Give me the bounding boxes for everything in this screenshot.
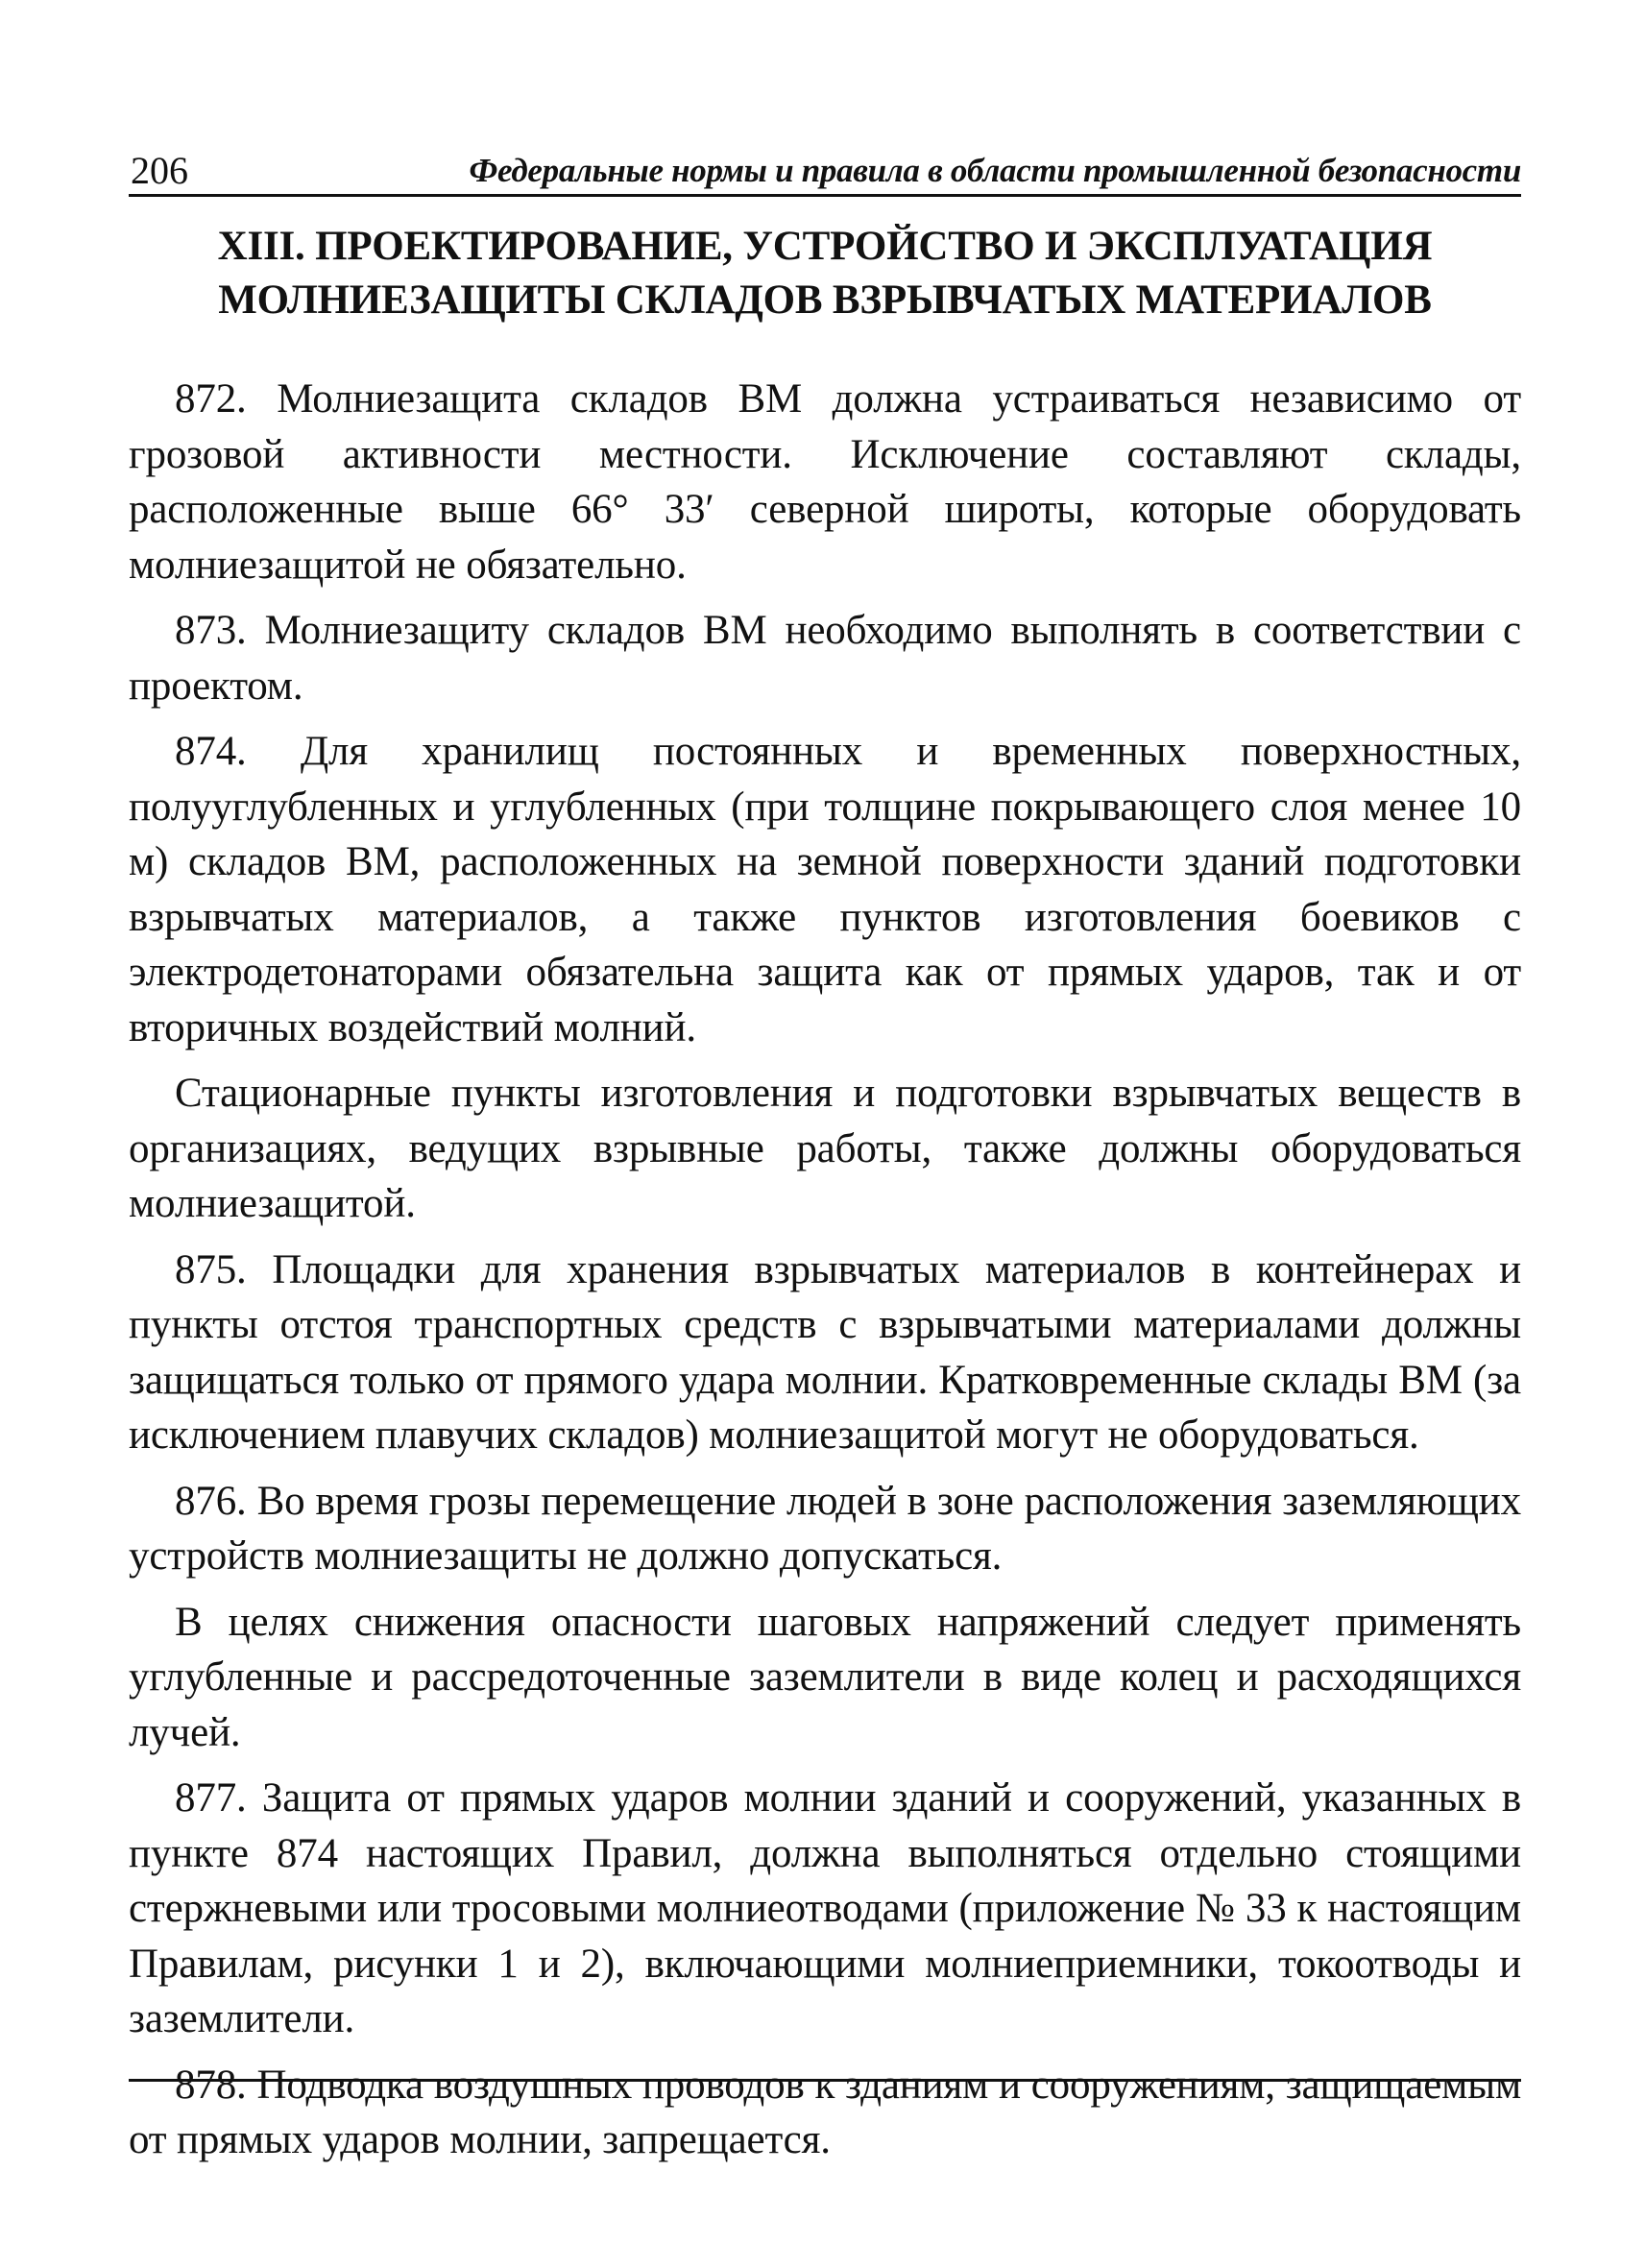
bottom-rule (129, 2079, 1521, 2082)
paragraph-874: 874. Для хранилищ постоянных и временных поверхностных, полууглубленных и углубленных (при толщине покрывающего слоя менее 10 м) складов ВМ, расположенных на земной поверхности зданий подготовки взрывчатых материалов, а также пунктов изготовления боевиков с электродетонаторами обязательна защита как от прямых ударов, так и от вторичных воздействий молний. (129, 729, 1521, 1050)
paragraph-873: 873. Молниезащиту складов ВМ необходимо выполнять в соответствии с проектом. (129, 608, 1521, 709)
section-title-line: МОЛНИЕЗАЩИТЫ СКЛАДОВ ВЗРЫВЧАТЫХ МАТЕРИАЛОВ (218, 277, 1432, 323)
body-text (129, 372, 1521, 2168)
paragraph-874-continued: Стационарные пункты изготовления и подготовки взрывчатых веществ в организациях, ведущих взрывные работы, также должны оборудоваться молниезащитой. (129, 1071, 1521, 1226)
section-title-line: XIII. ПРОЕКТИРОВАНИЕ, УСТРОЙСТВО И ЭКСПЛУАТАЦИЯ (217, 224, 1433, 269)
running-title: Федеральные нормы и правила в области промышленной безопасности (469, 152, 1521, 189)
page-header (129, 144, 1521, 197)
paragraph-877: 877. Защита от прямых ударов молнии зданий и сооружений, указанных в пункте 874 настоящих Правил, должна выполняться отдельно стоящими стержневыми или тросовыми молниеотводами (приложение № 33 к настоящим Правилам, рисунки 1 и 2), включающими молниеприемники, токоотводы и заземлители. (129, 1775, 1521, 2041)
paragraph-872: 872. Молниезащита складов ВМ должна устраиваться независимо от грозовой активности местности. Исключение составляют склады, расположенные выше 66° 33′ северной широты, которые оборудовать молниезащитой не обязательно. (129, 376, 1521, 588)
paragraph-878: 878. Подводка воздушных проводов к зданиям и сооружениям, защищаемым от прямых ударов молнии, запрещается. (129, 2062, 1521, 2162)
paragraph-875: 875. Площадки для хранения взрывчатых материалов в контейнерах и пункты отстоя транспортных средств с взрывчатыми материалами должны защищаться только от прямого удара молнии. Кратковременные склады ВМ (за исключением плавучих складов) молниезащитой могут не оборудоваться. (129, 1246, 1521, 1458)
paragraph-876: 876. Во время грозы перемещение людей в зоне расположения заземляющих устройств молниезащиты не должно допускаться. (129, 1478, 1521, 1579)
document-page (129, 144, 1521, 2179)
page-number: 206 (131, 149, 188, 192)
section-title (129, 220, 1521, 327)
paragraph-876-continued: В целях снижения опасности шаговых напряжений следует применять углубленные и рассредоточенные заземлители в виде колец и расходящихся лучей. (129, 1599, 1521, 1755)
